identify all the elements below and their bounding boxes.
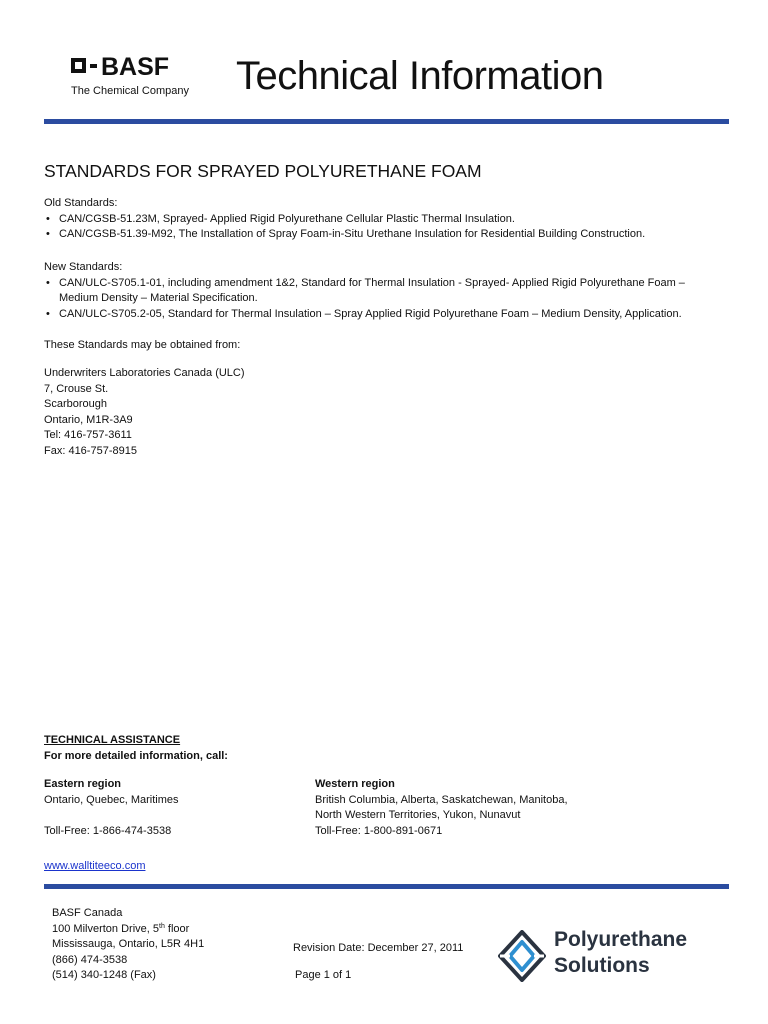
- technical-assistance: [44, 733, 228, 764]
- basf-square-inner: [75, 62, 82, 69]
- eastern-region-phone: Toll-Free: 1-866-474-3538: [44, 824, 172, 837]
- new-standards-section: [44, 260, 724, 322]
- assistance-subtitle: For more detailed information, call:: [44, 749, 228, 762]
- western-region-areas: North Western Territories, Yukon, Nunavut: [315, 809, 521, 821]
- address-tel: Tel: 416-757-3611: [44, 429, 132, 441]
- footer-company: BASF Canada: [52, 907, 123, 919]
- polyurethane-solutions-logo: [498, 928, 718, 984]
- address-city: Scarborough: [44, 398, 107, 410]
- basf-tagline: The Chemical Company: [71, 85, 189, 97]
- obtain-text: These Standards may be obtained from:: [44, 339, 241, 351]
- footer-city: Mississauga, Ontario, L5R 4H1: [52, 938, 205, 950]
- address-province: Ontario, M1R-3A9: [44, 413, 133, 426]
- eastern-region-areas: Ontario, Quebec, Maritimes: [44, 793, 179, 806]
- assistance-title: TECHNICAL ASSISTANCE: [44, 734, 181, 746]
- western-region-phone: Toll-Free: 1-800-891-0671: [315, 824, 443, 837]
- western-region: [315, 777, 615, 839]
- spacer: [44, 808, 294, 824]
- western-region-title: Western region: [315, 778, 395, 790]
- footer-address: [52, 906, 282, 984]
- western-region-areas: British Columbia, Alberta, Saskatchewan, Manitoba,: [315, 793, 568, 806]
- footer-phone: (866) 474-3538: [52, 953, 128, 966]
- footer-divider: [44, 884, 729, 889]
- basf-wordmark: BASF: [101, 53, 170, 81]
- new-standards-label: New Standards:: [44, 261, 123, 273]
- page-title: Technical Information: [236, 54, 604, 98]
- ulc-address: [44, 366, 444, 459]
- old-standard-item: • CAN/CGSB-51.23M, Sprayed- Applied Rigid Polyurethane Cellular Plastic Thermal Insulation.: [44, 212, 724, 228]
- footer-fax: (514) 340-1248 (Fax): [52, 969, 156, 981]
- revision-date: Revision Date: December 27, 2011: [293, 942, 464, 954]
- pu-logo-text: Polyurethane: [554, 928, 688, 951]
- basf-dash: [90, 64, 97, 68]
- eastern-region: [44, 777, 294, 839]
- pu-logo-text: Solutions: [554, 954, 650, 977]
- old-standards-label: Old Standards:: [44, 197, 118, 209]
- polyurethane-diamond-icon: [498, 930, 546, 982]
- document-heading: STANDARDS FOR SPRAYED POLYURETHANE FOAM: [44, 161, 482, 181]
- new-standard-item: • CAN/ULC-S705.1-01, including amendment 1&2, Standard for Thermal Insulation - Sprayed- Applied Rigid Polyurethane Foam – Medium Density – Material Specification.: [44, 276, 724, 307]
- header-divider: [44, 119, 729, 124]
- old-standards-section: [44, 196, 724, 243]
- footer-street: 100 Milverton Drive, 5th floor: [52, 922, 190, 935]
- address-street: 7, Crouse St.: [44, 382, 109, 395]
- basf-logo: [70, 54, 200, 100]
- website-link[interactable]: www.walltiteeco.com: [44, 860, 146, 872]
- eastern-region-title: Eastern region: [44, 778, 122, 790]
- page-number: Page 1 of 1: [295, 969, 352, 981]
- new-standard-item: • CAN/ULC-S705.2-05, Standard for Thermal Insulation – Spray Applied Rigid Polyurethane Foam – Medium Density, Application.: [44, 307, 724, 323]
- address-org: Underwriters Laboratories Canada (ULC): [44, 367, 245, 379]
- address-fax: Fax: 416-757-8915: [44, 444, 137, 457]
- old-standard-item: • CAN/CGSB-51.39-M92, The Installation of Spray Foam-in-Situ Urethane Insulation for Residential Building Construction.: [44, 227, 724, 243]
